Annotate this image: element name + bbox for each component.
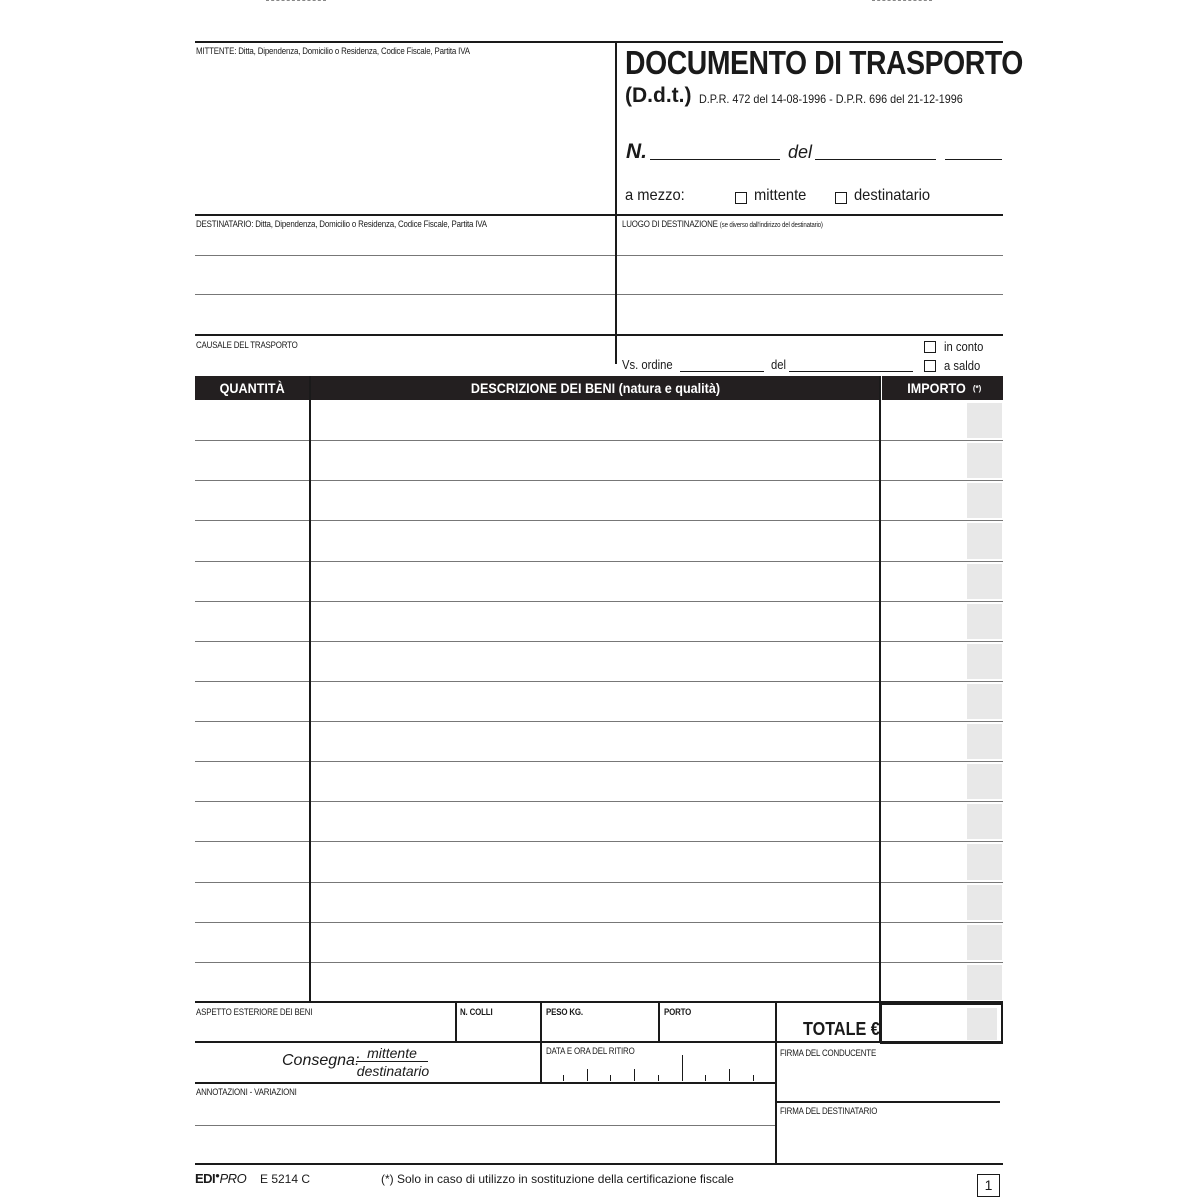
number-label: N.	[626, 140, 647, 163]
column-header-importo	[882, 376, 1003, 400]
bottom-row-line	[195, 1041, 1003, 1043]
table-row[interactable]	[195, 962, 1003, 1002]
peso-field[interactable]	[546, 1020, 656, 1040]
table-row[interactable]	[195, 882, 1003, 922]
firma-conducente-label: FIRMA DEL CONDUCENTE	[780, 1048, 877, 1058]
importo-cents-shade	[967, 804, 1002, 839]
mittente-field[interactable]	[196, 60, 612, 212]
table-row[interactable]	[195, 601, 1003, 641]
column-header-descrizione-text: DESCRIZIONE DEI BENI (natura e qualità)	[470, 380, 720, 396]
mittente-checkbox[interactable]	[735, 192, 747, 204]
importo-cents-shade	[967, 483, 1002, 518]
porto-label: PORTO	[664, 1007, 692, 1017]
consegna-label: Consegna:	[282, 1052, 360, 1069]
table-row[interactable]	[195, 400, 1003, 440]
importo-cents-shade	[967, 764, 1002, 799]
importo-cents-shade	[967, 523, 1002, 558]
importo-divider	[879, 376, 881, 1042]
mittente-label: MITTENTE: Ditta, Dipendenza, Domicilio o Residenza, Codice Fiscale, Partita IVA	[196, 46, 470, 56]
document-title: DOCUMENTO DI TRASPORTO	[625, 44, 1023, 81]
table-row[interactable]	[195, 520, 1003, 560]
quantita-divider	[309, 376, 311, 1002]
firma-destinatario-label: FIRMA DEL DESTINATARIO	[780, 1106, 878, 1116]
brand-logo	[195, 1171, 246, 1186]
table-row[interactable]	[195, 801, 1003, 841]
luogo-field[interactable]	[620, 232, 1000, 332]
aspetto-label: ASPETTO ESTERIORE DEI BENI	[196, 1007, 313, 1017]
header-bottom-line	[195, 214, 1003, 216]
annotazioni-top-line	[195, 1082, 775, 1084]
header-divider	[615, 41, 617, 364]
totale-label: TOTALE €	[803, 1019, 880, 1039]
colli-label: N. COLLI	[460, 1007, 493, 1017]
page-number: 1	[977, 1174, 1000, 1197]
mittente-option-label: mittente	[754, 187, 807, 204]
totale-cents-shade	[967, 1008, 997, 1040]
brand-logo-star-icon: ●	[215, 1171, 220, 1180]
table-row[interactable]	[195, 440, 1003, 480]
column-header-quantita	[195, 376, 309, 400]
causale-field[interactable]	[196, 352, 612, 372]
importo-cents-shade	[967, 604, 1002, 639]
column-header-descrizione	[311, 376, 879, 400]
totale-divider	[775, 1002, 777, 1165]
importo-cents-shade	[967, 724, 1002, 759]
column-header-importo-text: IMPORTO	[906, 380, 966, 396]
in-conto-label: in conto	[944, 340, 984, 354]
table-row[interactable]	[195, 480, 1003, 520]
date-tick	[563, 1075, 564, 1081]
importo-cents-shade	[967, 844, 1002, 879]
causale-top-line	[195, 334, 1003, 336]
importo-cents-shade	[967, 684, 1002, 719]
legal-reference: D.P.R. 472 del 14-08-1996 - D.P.R. 696 del 21-12-1996	[699, 92, 963, 106]
vs-ordine-label: Vs. ordine	[622, 358, 673, 372]
luogo-note: (se diverso dall'indirizzo del destinatario)	[719, 222, 823, 229]
importo-cents-shade	[967, 965, 1002, 1000]
table-row[interactable]	[195, 761, 1003, 801]
a-saldo-checkbox[interactable]	[924, 360, 936, 372]
annotazioni-label: ANNOTAZIONI - VARIAZIONI	[196, 1087, 297, 1097]
product-code: E 5214 C	[260, 1172, 311, 1186]
cut-mark-left	[266, 0, 326, 2]
importo-note-marker: (*)	[972, 383, 982, 393]
destinatario-checkbox[interactable]	[835, 192, 847, 204]
date-tick	[682, 1055, 683, 1081]
date-field[interactable]	[815, 159, 936, 160]
top-border	[195, 41, 1003, 43]
importo-cents-shade	[967, 564, 1002, 599]
importo-cents-shade	[967, 443, 1002, 478]
date-tick	[634, 1069, 635, 1081]
table-row[interactable]	[195, 561, 1003, 601]
destinatario-label: DESTINATARIO: Ditta, Dipendenza, Domicilio o Residenza, Codice Fiscale, Partita IVA	[196, 219, 487, 229]
date-label: del	[788, 142, 813, 162]
consegna-mittente[interactable]: mittente	[356, 1045, 428, 1062]
in-conto-checkbox[interactable]	[924, 341, 936, 353]
luogo-label	[622, 219, 823, 229]
porto-field[interactable]	[664, 1020, 772, 1040]
column-header-quantita-text: QUANTITÀ	[219, 380, 285, 396]
vs-ordine-field[interactable]	[680, 371, 764, 372]
firma-conducente-field[interactable]	[780, 1060, 998, 1098]
firma-destinatario-top-line	[776, 1101, 1000, 1103]
destinatario-option-label: destinatario	[854, 187, 931, 204]
destinatario-field[interactable]	[196, 232, 612, 332]
a-saldo-label: a saldo	[944, 359, 981, 373]
colli-divider	[455, 1002, 457, 1042]
annotazioni-field[interactable]	[196, 1100, 770, 1160]
date-tick	[753, 1075, 754, 1081]
date-tick	[729, 1069, 730, 1081]
importo-cents-shade	[967, 925, 1002, 960]
colli-field[interactable]	[460, 1020, 538, 1040]
number-field[interactable]	[650, 159, 780, 160]
cut-mark-right	[872, 0, 932, 2]
causale-label: CAUSALE DEL TRASPORTO	[196, 340, 298, 350]
luogo-label-text: LUOGO DI DESTINAZIONE	[622, 219, 718, 229]
date-tick	[705, 1075, 706, 1081]
porto-divider	[658, 1002, 660, 1042]
vs-ordine-del-label: del	[771, 358, 787, 372]
importo-cents-shade	[967, 885, 1002, 920]
data-ritiro-label: DATA E ORA DEL RITIRO	[546, 1046, 635, 1056]
date-tick	[587, 1069, 588, 1081]
firma-destinatario-field[interactable]	[780, 1120, 998, 1160]
importo-cents-shade	[967, 403, 1002, 438]
date-tick	[610, 1075, 611, 1081]
table-row[interactable]	[195, 841, 1003, 881]
footer-note: (*) Solo in caso di utilizzo in sostituzione della certificazione fiscale	[381, 1172, 734, 1186]
consegna-destinatario[interactable]: destinatario	[356, 1063, 430, 1079]
table-row[interactable]	[195, 721, 1003, 761]
table-row[interactable]	[195, 922, 1003, 962]
aspetto-field[interactable]	[196, 1020, 454, 1040]
table-row[interactable]	[195, 681, 1003, 721]
peso-label: PESO KG.	[546, 1007, 583, 1017]
importo-cents-shade	[967, 644, 1002, 679]
year-field[interactable]	[945, 159, 1002, 160]
form-bottom-line	[195, 1163, 1003, 1165]
document-abbr: (D.d.t.)	[625, 84, 692, 107]
date-tick	[658, 1075, 659, 1081]
brand-logo-a: EDI	[195, 1171, 216, 1186]
brand-logo-b: PRO	[219, 1171, 247, 1186]
vs-ordine-date-field[interactable]	[789, 371, 913, 372]
table-row[interactable]	[195, 641, 1003, 681]
transport-by-label: a mezzo:	[625, 187, 685, 204]
